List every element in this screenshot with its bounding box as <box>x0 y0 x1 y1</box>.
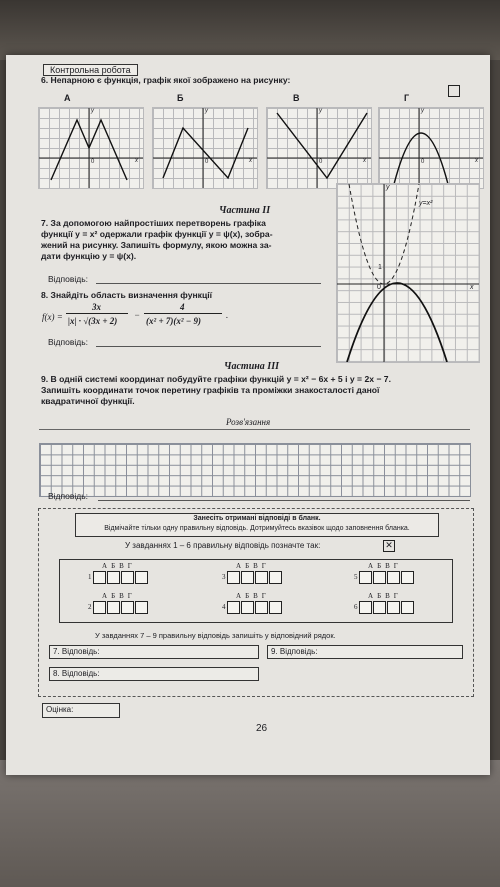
graph-g-x-label: x <box>475 158 478 164</box>
graph-v-plot <box>267 108 371 188</box>
table-surface-bottom <box>0 760 500 887</box>
worksheet-page <box>6 55 490 775</box>
checkbox[interactable] <box>269 571 282 584</box>
checkbox[interactable] <box>107 571 120 584</box>
graph-g-y-label: y <box>421 108 424 114</box>
answer-field-7[interactable]: 7. Відповідь: <box>49 645 259 659</box>
graph-v-y-label: y <box>319 108 322 114</box>
row-number: 2 <box>88 603 92 612</box>
sheet-instructions <box>75 513 439 537</box>
page-number: 26 <box>256 723 268 734</box>
checkbox[interactable] <box>401 571 414 584</box>
q7-graph-origin: 0 <box>377 284 381 291</box>
graph-v-x-label: x <box>363 158 366 164</box>
answer-row-3 <box>222 571 283 584</box>
graph-a-origin: 0 <box>91 159 95 165</box>
q8-answer-label: Відповідь: <box>48 337 89 347</box>
checkbox[interactable] <box>227 571 240 584</box>
q7-answer-line[interactable] <box>96 283 321 284</box>
graph-b-origin: 0 <box>205 159 209 165</box>
graph-b-y-label: y <box>205 108 208 114</box>
q7-graph-curve-label: y=x² <box>419 200 433 207</box>
answer-row-6 <box>354 601 415 614</box>
question-9-line: 9. В одній системі координат побудуйте графіки функцій y = x² − 6x + 5 і y = 2x − 7. <box>41 374 391 384</box>
answer-row-2 <box>88 601 149 614</box>
graph-v <box>266 107 372 189</box>
letters-row: А Б В Г <box>368 562 398 570</box>
graph-a-plot <box>39 108 143 188</box>
graph-g-origin: 0 <box>421 159 425 165</box>
checkbox[interactable] <box>387 571 400 584</box>
q8-denominator-2: (x² + 7)(x² − 9) <box>146 316 201 326</box>
checkbox[interactable] <box>269 601 282 614</box>
checkbox[interactable] <box>93 571 106 584</box>
graph-b-x-label: x <box>249 158 252 164</box>
row-number: 1 <box>88 573 92 582</box>
question-9-text <box>41 374 486 407</box>
checkbox[interactable] <box>135 601 148 614</box>
question-7-line: 7. За допомогою найпростіших перетворень графіка <box>41 218 266 228</box>
graph-a <box>38 107 144 189</box>
question-9-line: Запишіть координати точок перетину графіків та проміжки знакосталості даної <box>41 385 380 395</box>
letters-row: А Б В Г <box>368 592 398 600</box>
graph-b <box>152 107 258 189</box>
checkbox[interactable] <box>255 601 268 614</box>
graph-a-y-label: y <box>91 108 94 114</box>
graph-a-x-label: x <box>135 158 138 164</box>
question-7-line: дати функцію y = ψ(x). <box>41 251 137 261</box>
checkbox[interactable] <box>401 601 414 614</box>
question-7-text <box>41 218 331 262</box>
answer-sheet <box>38 508 474 697</box>
graph-g-plot <box>379 108 483 188</box>
q7-graph-y-label: y <box>386 184 390 191</box>
graph-g-label: Г <box>404 93 410 103</box>
q7-answer-label: Відповідь: <box>48 274 89 284</box>
checkbox[interactable] <box>359 601 372 614</box>
letters-row: А Б В Г <box>236 562 266 570</box>
graph-a-label: А <box>64 93 71 103</box>
checkbox[interactable] <box>135 571 148 584</box>
q8-numerator-1: 3x <box>92 302 101 312</box>
graph-b-label: Б <box>177 93 184 103</box>
q8-minus: − <box>134 310 141 320</box>
letters-row: А Б В Г <box>102 562 132 570</box>
question-8-text: 8. Знайдіть область визначення функції <box>41 290 213 300</box>
sheet-instr-line-1: Занесіть отримані відповіді в бланк. <box>193 515 321 522</box>
letters-row: А Б В Г <box>102 592 132 600</box>
checkbox[interactable] <box>227 601 240 614</box>
q7-graph-one: 1 <box>378 264 382 271</box>
letters-row: А Б В Г <box>236 592 266 600</box>
q8-end: . <box>226 310 229 320</box>
q7-graph <box>336 183 480 363</box>
checkbox[interactable] <box>121 601 134 614</box>
graph-v-label: В <box>293 93 300 103</box>
part-3-title: Частина ІІІ <box>224 361 279 372</box>
sheet-instr-line-2: Відмічайте тільки одну правильну відповідь. Дотримуйтесь вказівок щодо заповнення бланка. <box>104 525 410 532</box>
q9-answer-line[interactable] <box>98 500 470 501</box>
graph-v-origin: 0 <box>319 159 323 165</box>
checkbox-grid <box>59 559 453 623</box>
q9-answer-label: Відповідь: <box>48 491 89 501</box>
answer-row-4 <box>222 601 283 614</box>
q8-answer-line[interactable] <box>96 346 321 347</box>
checkbox[interactable] <box>93 601 106 614</box>
solution-grid[interactable] <box>39 443 471 497</box>
question-9-line: квадратичної функції. <box>41 396 135 406</box>
sheet-instr-write: У завданнях 7 – 9 правильну відповідь запишіть у відповідний рядок. <box>95 631 336 640</box>
checkbox[interactable] <box>359 571 372 584</box>
checkbox[interactable] <box>373 571 386 584</box>
checkbox[interactable] <box>241 601 254 614</box>
checkbox[interactable] <box>241 571 254 584</box>
checkbox[interactable] <box>107 601 120 614</box>
q8-denominator-1: |x| · √(3x + 2) <box>68 316 118 326</box>
q8-numerator-2: 4 <box>180 302 185 312</box>
checkbox[interactable] <box>121 571 134 584</box>
answer-row-5 <box>354 571 415 584</box>
page-header: Контрольна робота <box>43 64 138 76</box>
q7-graph-x-label: x <box>470 284 474 291</box>
solution-label: Розв'язання <box>226 417 271 427</box>
row-number: 6 <box>354 603 358 612</box>
graph-g <box>378 107 484 189</box>
answer-field-9[interactable]: 9. Відповідь: <box>267 645 463 659</box>
graph-b-plot <box>153 108 257 188</box>
q8-f-label: f(x) = <box>42 312 63 322</box>
checkbox[interactable] <box>387 601 400 614</box>
answer-checkbox <box>448 85 460 97</box>
part-2-title: Частина ІІ <box>219 205 271 216</box>
checkbox[interactable] <box>373 601 386 614</box>
table-surface-top <box>0 0 500 60</box>
row-number: 3 <box>222 573 226 582</box>
answer-field-8[interactable]: 8. Відповідь: <box>49 667 259 681</box>
answer-row-1 <box>88 571 149 584</box>
question-7-line: функції y = x² одержали графік функції y = ψ(x), зобра- <box>41 229 273 239</box>
row-number: 5 <box>354 573 358 582</box>
question-6-text: 6. Непарною є функція, графік якої зображено на рисунку: <box>41 75 291 85</box>
grade-field[interactable]: Оцінка: <box>42 703 120 718</box>
sample-crossed-box: ✕ <box>383 540 395 552</box>
row-number: 4 <box>222 603 226 612</box>
checkbox[interactable] <box>255 571 268 584</box>
sheet-instr-mark: У завданнях 1 – 6 правильну відповідь позначте так: <box>125 541 321 550</box>
q7-graph-plot <box>337 184 479 362</box>
question-7-line: жений на рисунку. Запишіть формулу, якою можна за- <box>41 240 272 250</box>
